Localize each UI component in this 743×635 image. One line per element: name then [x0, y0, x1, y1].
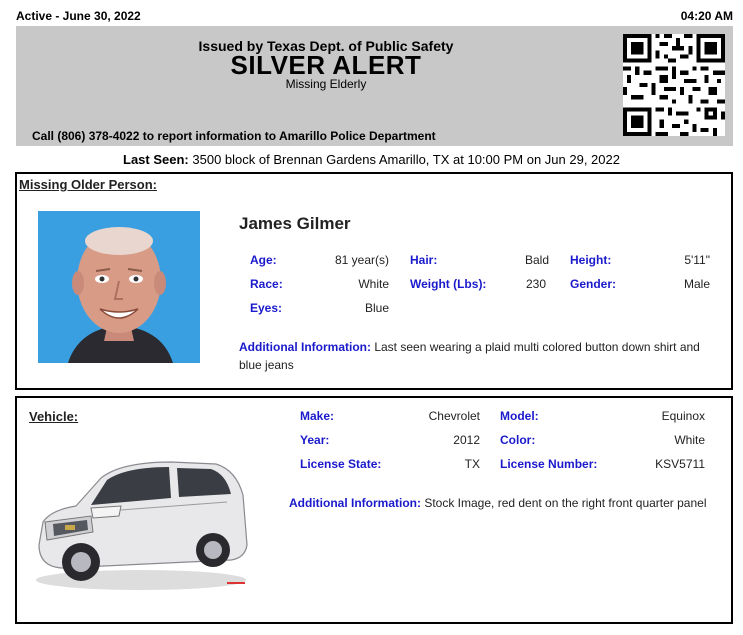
alert-time: 04:20 AM: [680, 9, 733, 23]
person-photo[interactable]: [38, 211, 200, 363]
vehicle-photo[interactable]: [31, 450, 253, 595]
last-seen-text: 3500 block of Brennan Gardens Amarillo, TX at 10:00 PM on Jun 29, 2022: [192, 152, 620, 167]
height-label: Height:: [570, 253, 612, 267]
vehicle-info-text: Stock Image, red dent on the right front quarter panel: [424, 496, 707, 510]
weight-label: Weight (Lbs):: [410, 277, 487, 291]
eyes-label: Eyes:: [250, 301, 283, 315]
alert-banner: [16, 26, 733, 146]
alert-title: SILVER ALERT: [230, 50, 422, 80]
hair-value: Bald: [524, 253, 549, 267]
vehicle-additional-info: [289, 494, 714, 512]
year-value: 2012: [453, 433, 480, 447]
issued-by: Issued by Texas Dept. of Public Safety: [198, 38, 454, 54]
age-value: 81 year(s): [334, 253, 389, 267]
model-value: Equinox: [661, 409, 705, 423]
missing-person-heading: Missing Older Person:: [19, 177, 157, 192]
last-seen-label: Last Seen:: [123, 152, 189, 167]
gender-value: Male: [683, 277, 710, 291]
alert-status: Active - June 30, 2022: [16, 9, 141, 23]
license-state-value: TX: [464, 457, 480, 471]
person-additional-info: [239, 338, 709, 374]
race-label: Race:: [250, 277, 283, 291]
person-info-label: Additional Information:: [239, 340, 371, 354]
color-value: White: [674, 433, 705, 447]
model-label: Model:: [500, 409, 539, 423]
license-number-value: KSV5711: [655, 457, 705, 471]
color-label: Color:: [500, 433, 536, 447]
hair-label: Hair:: [410, 253, 438, 267]
gender-label: Gender:: [570, 277, 617, 291]
weight-value: 230: [525, 277, 546, 291]
height-value: 5'11": [684, 253, 710, 267]
vehicle-info-label: Additional Information:: [289, 496, 421, 510]
vehicle-heading: Vehicle:: [29, 409, 79, 424]
missing-person-panel: [15, 172, 733, 390]
race-value: White: [358, 277, 389, 291]
last-seen: [0, 152, 743, 167]
vehicle-panel: [15, 396, 733, 624]
qr-code-icon[interactable]: [623, 34, 725, 136]
call-instructions: Call (806) 378-4022 to report information to Amarillo Police Department: [32, 129, 436, 143]
make-label: Make:: [300, 409, 335, 423]
age-label: Age:: [250, 253, 277, 267]
license-state-label: License State:: [300, 457, 382, 471]
make-value: Chevrolet: [428, 409, 480, 423]
alert-subtitle: Missing Elderly: [285, 77, 367, 91]
person-name: James Gilmer: [239, 214, 351, 233]
eyes-value: Blue: [364, 301, 389, 315]
year-label: Year:: [300, 433, 330, 447]
person-info-text: Last seen wearing a plaid multi colored button down shirt and blue jeans: [239, 340, 700, 372]
license-number-label: License Number:: [500, 457, 598, 471]
